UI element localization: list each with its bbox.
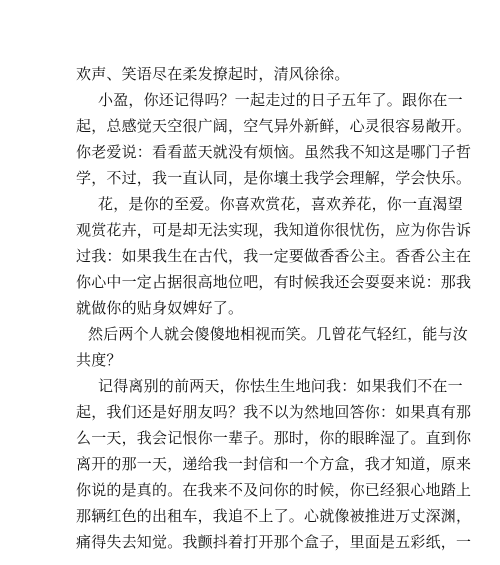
- text-line: 学，不过，我一直认同，是你壤土我学会理解，学会快乐。: [76, 169, 472, 187]
- text-line: 记得离别的前两天，你怯生生地问我：如果我们不在一: [98, 377, 463, 395]
- text-line: 花，是你的至爱。你喜欢赏花，喜欢养花，你一直渴望: [98, 195, 463, 213]
- text-line: 就做你的贴身奴婢好了。: [76, 299, 244, 317]
- text-line: 欢声、笑语尽在柔发撩起时，清风徐徐。: [76, 65, 350, 83]
- text-line: 观赏花卉，可是却无法实现，我知道你很忧伤，应为你告诉: [76, 221, 472, 239]
- text-line: 起，总感觉天空很广阔，空气异外新鲜，心灵很容易敞开。: [76, 117, 472, 135]
- text-line: 小盈，你还记得吗？一起走过的日子五年了。跟你在一: [98, 91, 463, 109]
- text-line: 过我：如果我生在古代，我一定要做香香公主。香香公主在: [76, 247, 472, 265]
- text-line: 痛得失去知觉。我颤抖着打开那个盒子，里面是五彩纸，一: [76, 533, 472, 551]
- text-line: 离开的那一天，递给我一封信和一个方盒，我才知道，原来: [76, 455, 472, 473]
- text-line: 你说的是真的。在我来不及问你的时候，你已经狠心地踏上: [76, 481, 472, 499]
- text-line: 那辆红色的出租车，我追不上了。心就像被推进万丈深渊，: [76, 507, 472, 525]
- text-line: 你老爱说：看看蓝天就没有烦恼。虽然我不知这是哪门子哲: [76, 143, 472, 161]
- text-line: 起，我们还是好朋友吗？我不以为然地回答你：如果真有那: [76, 403, 472, 421]
- text-line: 然后两个人就会傻傻地相视而笑。几曾花气轻红，能与汝: [88, 325, 469, 343]
- text-line: 么一天，我会记恨你一辈子。那时，你的眼眸湿了。直到你: [76, 429, 472, 447]
- text-line: 你心中一定占据很高地位吧，有时候我还会耍耍来说：那我: [76, 273, 472, 291]
- text-line: 共度？: [76, 351, 122, 369]
